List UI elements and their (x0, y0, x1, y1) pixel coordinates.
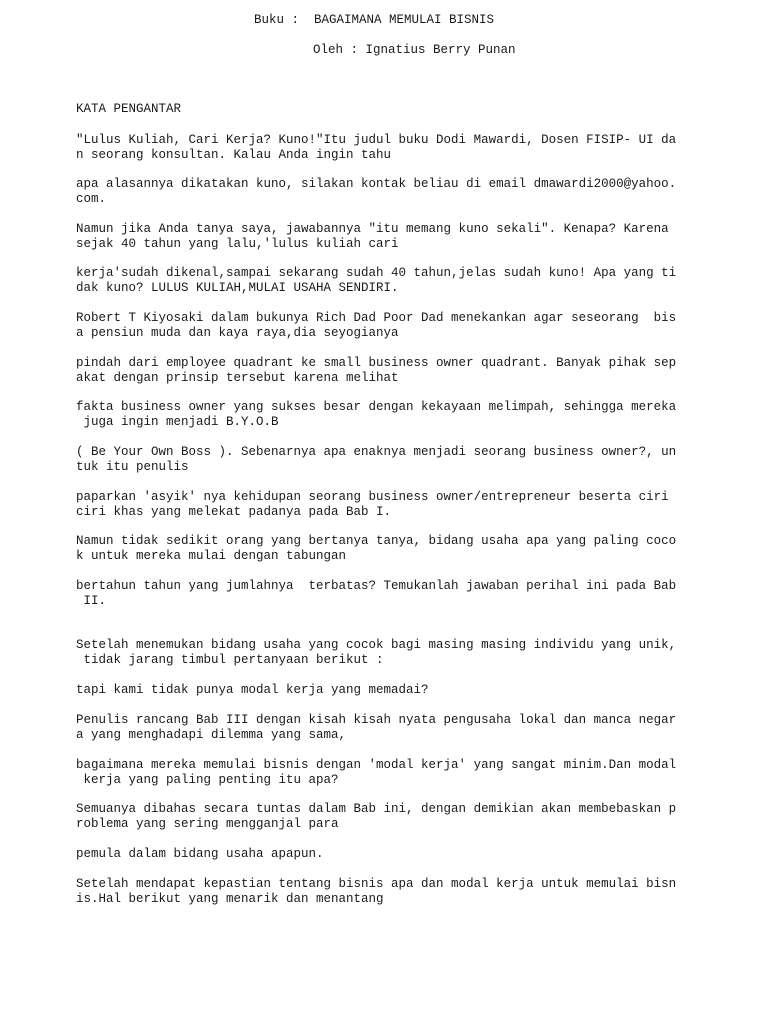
paragraph-line: is.Hal berikut yang menarik dan menantang (76, 892, 384, 906)
paragraph-line: dak kuno? LULUS KULIAH,MULAI USAHA SENDIRI. (76, 281, 399, 295)
paragraph-line: paparkan 'asyik' nya kehidupan seorang business owner/entrepreneur beserta ciri (76, 490, 669, 504)
paragraph-line: Setelah menemukan bidang usaha yang cocok bagi masing masing individu yang unik, (76, 638, 677, 652)
paragraph-line: apa alasannya dikatakan kuno, silakan kontak beliau di email dmawardi2000@yahoo. (76, 177, 677, 191)
paragraph-line: Semuanya dibahas secara tuntas dalam Bab ini, dengan demikian akan membebaskan p (76, 802, 677, 816)
paragraph-line: fakta business owner yang sukses besar dengan kekayaan melimpah, sehingga mereka (76, 400, 677, 414)
paragraph-line: akat dengan prinsip tersebut karena melihat (76, 371, 399, 385)
paragraph-line: pemula dalam bidang usaha apapun. (76, 847, 324, 861)
paragraph-line: tuk itu penulis (76, 460, 189, 474)
paragraph-line: ciri khas yang melekat padanya pada Bab I. (76, 505, 392, 519)
paragraph-line: k untuk mereka mulai dengan tabungan (76, 549, 347, 563)
author-line: Oleh : Ignatius Berry Punan (313, 43, 516, 57)
paragraph-line: Setelah mendapat kepastian tentang bisnis apa dan modal kerja untuk memulai bisn (76, 877, 677, 891)
paragraph-line: Robert T Kiyosaki dalam bukunya Rich Dad Poor Dad menekankan agar seseorang bis (76, 311, 677, 325)
paragraph-line: roblema yang sering mengganjal para (76, 817, 339, 831)
paragraph-line: Namun jika Anda tanya saya, jawabannya "itu memang kuno sekali". Kenapa? Karena (76, 222, 669, 236)
paragraph-line: sejak 40 tahun yang lalu,'lulus kuliah cari (76, 237, 399, 251)
paragraph-line: com. (76, 192, 107, 206)
paragraph-line: tapi kami tidak punya modal kerja yang memadai? (76, 683, 429, 697)
paragraph-line: juga ingin menjadi B.Y.O.B (76, 415, 279, 429)
paragraph-line: Namun tidak sedikit orang yang bertanya tanya, bidang usaha apa yang paling coco (76, 534, 677, 548)
section-title: KATA PENGANTAR (76, 102, 182, 116)
paragraph-line: a pensiun muda dan kaya raya,dia seyogianya (76, 326, 399, 340)
paragraph-line: "Lulus Kuliah, Cari Kerja? Kuno!"Itu judul buku Dodi Mawardi, Dosen FISIP- UI da (76, 133, 677, 147)
paragraph-line: bertahun tahun yang jumlahnya terbatas? Temukanlah jawaban perihal ini pada Bab (76, 579, 677, 593)
paragraph-line: tidak jarang timbul pertanyaan berikut : (76, 653, 384, 667)
paragraph-line: II. (76, 594, 107, 608)
paragraph-line: kerja'sudah dikenal,sampai sekarang sudah 40 tahun,jelas sudah kuno! Apa yang ti (76, 266, 677, 280)
paragraph-line: n seorang konsultan. Kalau Anda ingin tahu (76, 148, 392, 162)
paragraph-line: kerja yang paling penting itu apa? (76, 773, 339, 787)
paragraph-line: ( Be Your Own Boss ). Sebenarnya apa enaknya menjadi seorang business owner?, un (76, 445, 677, 459)
paragraph-line: a yang menghadapi dilemma yang sama, (76, 728, 347, 742)
paragraph-line: bagaimana mereka memulai bisnis dengan 'modal kerja' yang sangat minim.Dan modal (76, 758, 677, 772)
book-title-line: Buku : BAGAIMANA MEMULAI BISNIS (254, 13, 495, 27)
paragraph-line: Penulis rancang Bab III dengan kisah kisah nyata pengusaha lokal dan manca negar (76, 713, 677, 727)
paragraph-line: pindah dari employee quadrant ke small business owner quadrant. Banyak pihak sep (76, 356, 677, 370)
